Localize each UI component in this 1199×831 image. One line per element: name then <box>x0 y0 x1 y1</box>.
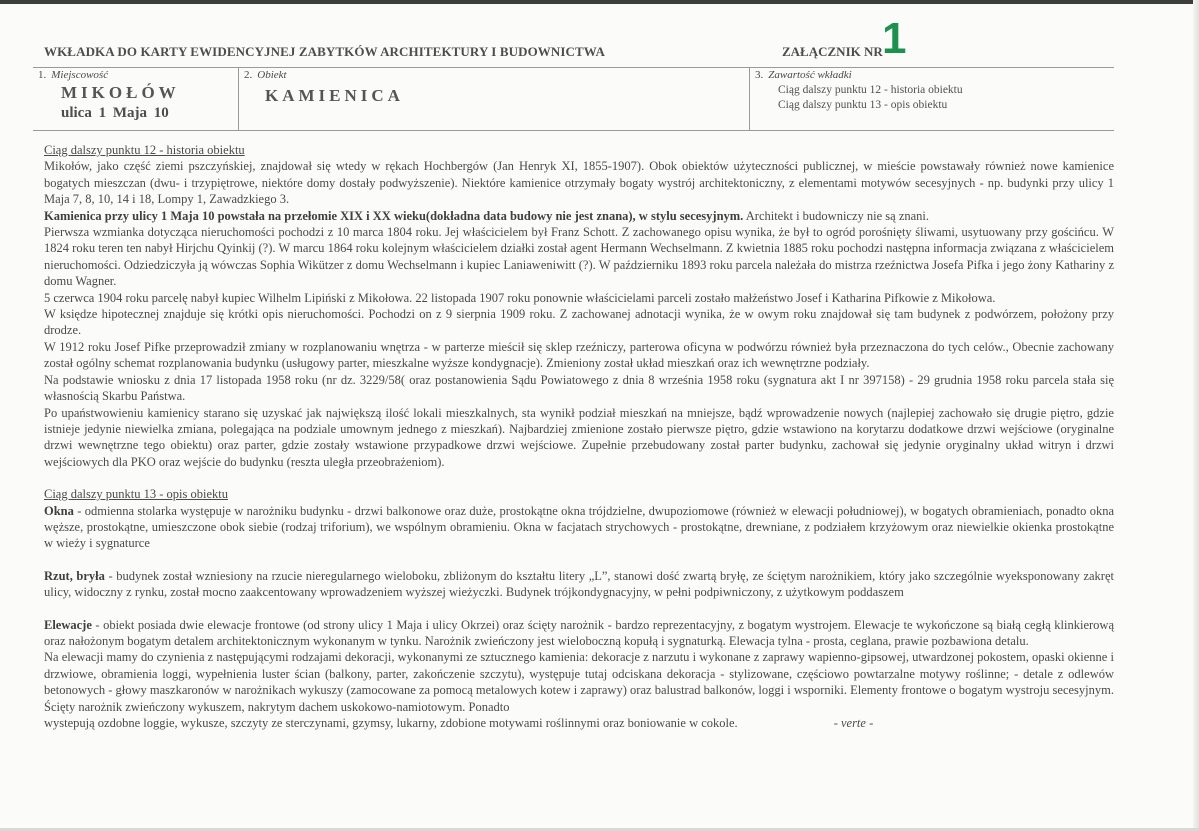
history-paragraph: W księdze hipotecznej znajduje się krótki opis nieruchomości. Pochodzi on z 9 sierpnia 1909 roku. Z zachowanej adnotacji wynika, że w owym roku znajdował się tam budynek z podwórzem, położony przy drodze. <box>44 307 1114 338</box>
annex-number: 1 <box>882 14 907 63</box>
scan-right-edge <box>1193 0 1199 831</box>
spacer <box>44 552 1114 568</box>
history-paragraph: Na podstawie wniosku z dnia 17 listopada 1958 roku (nr dz. 3229/58( oraz postanowienia Sądu Powiatowego z dnia 8 września 1958 roku (sygnatura akt I nr 397158) - 29 grudnia 1958 roku parcela stała się własnością Skarbu Państwa. <box>44 372 1114 404</box>
contents-item: Ciąg dalszy punktu 12 - historia obiektu <box>778 84 963 96</box>
history-paragraph: 5 czerwca 1904 roku parcelę nabył kupiec Wilhelm Lipiński z Mikołowa. 22 listopada 1907 roku ponownie właścicielami parceli zostało małżeństwo Josef i Katharina Pifkowie z Mikołowa. <box>44 290 996 305</box>
decoration-paragraph: Na elewacji mamy do czynienia z następującymi rodzajami dekoracji, wykonanymi ze sztucznego kamienia: dekoracje z narzutu i wykonane z zaprawy wapienno-gipsowej, utwardzonej pokostem, opaski okienne i drzwiowe, obramienia loggi, wypełnienia luster ścian (balkony, parter, zakończenie szczytu), występuje tutaj odciskana dekoracja - stylizowane, częściowo powtarzalne motywy roślinne; - detale z odlewów betonowych - głowy maszkaronów w narożnikach wykuszy (zamocowane za pomocą metalowych kotew i zaprawy) oraz balustrad balkonów, loggi i wsporniki. Elementy frontowe o bogatym wystroju secesyjnym. Ścięty narożnik zwieńczony wykuszem, nakrytym dachem uskokowo-namiotowym. Ponadto <box>44 650 1114 714</box>
contents-item: Ciąg dalszy punktu 13 - opis obiektu <box>778 99 948 111</box>
info-table <box>33 67 1114 131</box>
document-title: WKŁADKA DO KARTY EWIDENCYJNEJ ZABYTKÓW ARCHITEKTURY I BUDOWNICTWA <box>44 44 605 59</box>
verte-note: - verte - <box>833 716 874 730</box>
contents-cell <box>750 68 1114 130</box>
windows-paragraph: Okna - odmienna stolarka występuje w narożniku budynku - drzwi balkonowe oraz duże, prostokątne okna trójdzielne, dwupoziomowe (również w elewacji południowej), w bogatych obramieniach, ponadto okna węższe, prostokątne, umieszczone obok siebie (rodzaj triforium), we wspólnym obramieniu. Okna w facjatach strychowych - prostokątne, drewniane, z podziałem krzyżowym oraz niewielkie okienka prostokątne w wieży i sygnaturce <box>44 503 1114 551</box>
document-header <box>44 14 1114 66</box>
locality-cell <box>33 68 239 130</box>
history-paragraph: Kamienica przy ulicy 1 Maja 10 powstała na przełomie XIX i XX wieku(dokładna data budowy nie jest znana), w stylu secesyjnym. Architekt i budowniczy nie są znani. <box>44 208 930 223</box>
decoration-last-line: wystepują ozdobne loggie, wykusze, szczyty ze sterczynami, gzymsy, lukarny, zdobione motywami roślinnymi oraz boniowanie w cokole. - verte - <box>44 716 874 730</box>
history-heading: Ciąg dalszy punktu 12 - historia obiektu <box>44 143 245 157</box>
history-paragraph: Pierwsza wzmianka dotycząca nieruchomości pochodzi z 10 marca 1804 roku. Jej właścicielem był Franz Schott. Z zachowanego opisu wynika, że był to ogród porośnięty śliwami, usytuowany przy gościńcu. W 1824 roku teren ten nabył Hirjchu Qyinkij (?). W marcu 1864 roku kolejnym właścicielem działki został agent Hermann Wechselmann. Z kwietnia 1885 roku pochodzi następna informacja związana z właścicielem nieruchomości. Odziedziczyła ją wówczas Sophia Wikützer z domu Wechselmann i kupiec Laniaweniwitt (?). W październiku 1893 roku parcela należała do mistrza rzeźnictwa Josefa Pifka i jego żony Kathariny z domu Wagner. <box>44 225 1114 289</box>
history-paragraph: W 1912 roku Josef Pifke przeprowadził zmiany w rozplanowaniu wnętrza - w parterze mieścił się sklep rzeźniczy, parterowa oficyna w podwórzu również była przeznaczona do tych celów., Obecnie zachowany został ogólny schemat rozplanowania budynku (usługowy parter, mieszkalne wyższe kondygnacje). Zmieniony został układ mieszkań oraz ich wewnętrzne podziały. <box>44 339 1114 371</box>
elevations-paragraph: Elewacje - obiekt posiada dwie elewacje frontowe (od strony ulicy 1 Maja i ulicy Okrzei) oraz ścięty narożnik - bardzo reprezentacyjny, z bogatym wystrojem. Elewacje te wykończone są białą cegłą klinkierową oraz nałożonym bogatym detalem architektonicznym wykonanym w tynku. Narożnik zwieńczony jest wieloboczną kopułą i sygnaturką. Elewacja tylna - prosta, ceglana, prawie pozbawiona detalu. <box>44 617 1114 648</box>
spacer <box>44 470 1114 486</box>
contents-label: 3. Zawartość wkładki <box>755 69 852 81</box>
spacer <box>44 601 1114 617</box>
history-paragraph: Po upaństwowieniu kamienicy starano się uzyskać jak największą ilość lokali mieszkalnych, sta wynikł podział mieszkań na mniejsze, bądź wprowadzenie nowych (najlepiej zachowało się drugie piętro, gdzie istnieje jedynie niewielka zmiana, polegająca na podziale umownym jednego z mieszkań). Najbardziej zmienione zostało pierwsze piętro, gdzie wstawiono na korytarzu dodatkowe drzwi wejściowe (oryginalne drzwi wewnętrzne tego obiektu) oraz parter, gdzie zostały wstawione przypadkowe drzwi wejściowe. Zupełnie przebudowany został parter budynku, zachował się jedynie oryginalny układ witryn i drzwi wejściowych dla PKO oraz wejście do budynku (reszta uległa przeobrażeniom). <box>44 405 1114 469</box>
object-cell <box>239 68 750 130</box>
scan-top-edge <box>0 0 1199 4</box>
locality-label: 1. Miejscowość <box>38 69 109 81</box>
plan-paragraph: Rzut, bryła - budynek został wzniesiony na rzucie nieregularnego wieloboku, zbliżonym do kształtu litery „L”, stanowi dość zwartą bryłę, ze ściętym narożnikiem, który jako szczególnie wyeksponowany zakręt ulicy, widoczny z rynku, został mocno zaakcentowany wprowadzeniem wyższej wieżyczki. Budynek trójkondygnacyjny, w pełni podpiwniczony, z użytkowym poddaszem <box>44 568 1114 600</box>
object-value: KAMIENICA <box>265 86 404 105</box>
object-label: 2. Obiekt <box>244 69 287 81</box>
locality-address: ulica 1 Maja 10 <box>61 105 169 121</box>
locality-value: MIKOŁÓW <box>61 83 180 102</box>
annex-label: ZAŁĄCZNIK NR <box>782 44 883 59</box>
history-paragraph: Mikołów, jako część ziemi pszczyńskiej, znajdował się wtedy w rękach Hochbergów (Jan Henryk XI, 1855-1907). Obok obiektów użyteczności publicznej, w mieście powstawały również nowe kamienice bogatych mieszczan (dwu- i trzypiętrowe, niektóre domy dostały podwyższenie). Niektóre kamienice otrzymały bogaty wystrój architektoniczny, z elementami motywów secesyjnych - np. budynki przy ulicy 1 Maja 7, 8, 10, 14 i 18, Lompy 1, Zawadzkiego 3. <box>44 159 1114 207</box>
description-heading: Ciąg dalszy punktu 13 - opis obiektu <box>44 487 229 502</box>
document-body <box>44 142 1114 731</box>
